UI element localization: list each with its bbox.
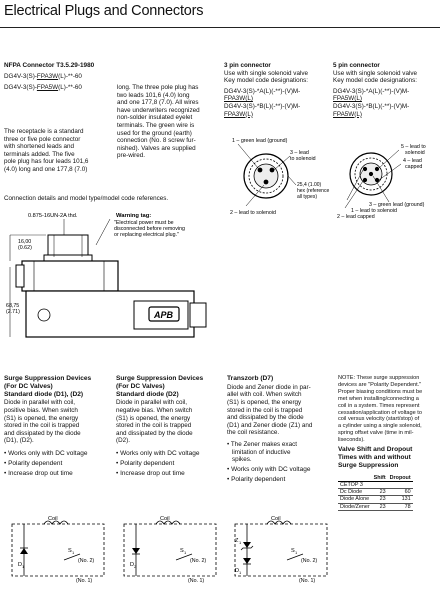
solenoid-housing (22, 261, 118, 291)
pin-5 (375, 167, 379, 171)
svg-text:(No. 1): (No. 1) (188, 578, 205, 584)
svg-text:all types): all types) (297, 194, 318, 200)
svg-text:hex (reference: hex (reference (297, 188, 330, 194)
pin3-text: 3 pin connector Use with single solenoid valve Key model code designations: DG4V-3(S)-*A(L)(-**)-(V)M- FPA3W(L) DG4V-3(S)-*B(L)(-**)-(V)M- FPA3W(L) (224, 62, 309, 118)
dropout-table-title: Valve Shift and Dropout Times with and without Surge Suppression (338, 446, 413, 469)
svg-text:S: S (291, 548, 295, 554)
connection-caption: Connection details and model type/model code references. (4, 195, 169, 202)
table-row: CETOP 3 (338, 481, 413, 488)
table-row: Diode Alone 23 131 (340, 496, 411, 503)
svg-text:D: D (235, 568, 240, 574)
svg-text:D: D (130, 562, 135, 568)
svg-text:(No. 2): (No. 2) (190, 558, 207, 564)
svg-text:2: 2 (134, 564, 137, 569)
pin-3 (270, 168, 275, 173)
table-row: Dc Diode 23 60 (340, 489, 411, 496)
nfpa-heading: NFPA Connector T3.5.29-1980 (4, 62, 95, 69)
svg-text:2 – lead capped: 2 – lead capped (337, 214, 375, 220)
note-section: NOTE: These surge suppression devices are "Polarity Dependent." Proper biasing conditions must be met when installing/connecting a coil in a system. Times represent cessation/application of voltage to coil versus velocity (start/stop) of a cylinder using a single solenoid, spring offset valve (time in mil- liseconds). Valve Shift and Dropout Times with and without Surge Suppression Shift Dropout CETOP 3 Dc Diode 23 60 Diode Alone 23 131 Diode/Zener 23 78 (338, 375, 438, 511)
svg-text:S: S (180, 548, 184, 554)
pin5-text: 5 pin connector Use with single solenoid valve Key model code designations: DG4V-3(S)-*A(L)(-**)-(V)M- FPA5W(L) DG4V-3(S)-*B(L)(-**)-(V)M- FPA5W(L) (333, 62, 418, 118)
svg-text:Z: Z (235, 538, 239, 544)
circuit-transzorb-diagram (227, 512, 335, 586)
valve-connection-drawing (4, 205, 220, 365)
svg-text:4 – lead: 4 – lead (403, 158, 422, 164)
title-rule (0, 27, 440, 28)
dropout-table (338, 474, 413, 510)
svg-text:25,4 (1.00): 25,4 (1.00) (297, 182, 322, 188)
page-title: Electrical Plugs and Connectors (4, 3, 204, 19)
svg-text:(No. 2): (No. 2) (301, 558, 318, 564)
pin3-connector-diagram (224, 130, 334, 220)
nfpa-description-right: long. The three pole plug has two leads 101,6 (4.0) long and one 177,8 (7.0). All wires have underwriters recognized non-solder insulated eyelet terminals. The green wire is used for the ground (earth) connection (No. 8 screw fur- nished). Valves are supplied pre-wired. (117, 84, 200, 160)
svg-text:Coil: Coil (271, 516, 281, 522)
pin5-connector-diagram (333, 130, 440, 220)
svg-text:1 – lead to solenoid: 1 – lead to solenoid (351, 208, 397, 214)
diode-d2-symbol (132, 548, 140, 554)
svg-text:(2.71): (2.71) (6, 309, 20, 315)
svg-text:1: 1 (295, 550, 298, 555)
table-row: Diode/Zener 23 78 (340, 503, 411, 510)
svg-text:1: 1 (239, 570, 242, 575)
pin-2 (264, 180, 269, 185)
diode-d1-symbol (243, 558, 251, 564)
zener-z1-symbol (243, 542, 251, 548)
svg-text:to solenoid: to solenoid (290, 156, 316, 162)
nfpa-model-b: DG4V-3(S)-FPA5W(L)-**-60 (4, 84, 82, 91)
svg-text:solenoid: solenoid (405, 150, 425, 156)
svg-text:D: D (18, 562, 23, 568)
svg-text:(0.62): (0.62) (18, 245, 32, 251)
svg-text:or replacing electrical plug.": or replacing electrical plug." (114, 232, 179, 238)
svg-text:APB: APB (154, 310, 174, 320)
dim-16: 16,00 (18, 239, 32, 245)
dim-68: 68,75 (6, 303, 20, 309)
svg-text:(No. 2): (No. 2) (78, 558, 95, 564)
diode-d1-d2-section: Surge Suppression Devices (For DC Valves) Standard diode (D1), (D2) Diode in parallel with coil, positive bias. When switch (S1) is opened, the energy stored in the coil is trapped and dissipated by the diode (D1), (D2). • Works only with DC voltage • Polarity dependent • Increase drop out time (4, 375, 92, 477)
thread-label: 0.875-16UN-2A thd. (28, 213, 78, 219)
svg-text:capped: capped (405, 164, 423, 170)
svg-text:3 – lead: 3 – lead (290, 150, 309, 156)
warning-tag-title: Warning tag: (116, 213, 152, 219)
svg-text:1: 1 (239, 540, 242, 545)
pin3-green-label: 1 – green lead (ground) (232, 138, 288, 144)
circuit-d2-diagram (116, 512, 224, 586)
svg-text:1: 1 (184, 550, 187, 555)
circuit-d1-diagram (4, 512, 112, 586)
nfpa-model-a: DG4V-3(S)-FPA3W(L)-**-60 (4, 73, 82, 80)
svg-text:1: 1 (72, 550, 75, 555)
pin-2 (363, 178, 367, 182)
svg-text:(No. 1): (No. 1) (76, 578, 93, 584)
pin-1 (363, 167, 367, 171)
svg-text:"Electrical power must be: "Electrical power must be (114, 220, 174, 226)
svg-text:Coil: Coil (48, 516, 58, 522)
svg-text:5 – lead to: 5 – lead to (401, 144, 426, 150)
transzorb-section: Transzorb (D7) Diode and Zener diode in par- allel with coil. When switch (S1) is opened, the energy stored in the coil is trapped and dissipated by the diode (D1) and Zener diode (Z1) and the coil resistance. • The Zener makes exact limitation of inductive spikes. • Works only with DC voltage • Polarity dependent (227, 375, 313, 483)
pin-3 (369, 172, 373, 176)
table-header-row: Shift Dropout (338, 474, 413, 481)
svg-text:Coil: Coil (160, 516, 170, 522)
svg-text:S: S (68, 548, 72, 554)
diode-d2-section: Surge Suppression Devices (For DC Valves) Standard diode (D2) Diode in parallel with coil, negative bias. When switch (S1) is opened, the energy stored in the coil is trapped and dissipated by the diode (D2). • Works only with DC voltage • Polarity dependent • Increase drop out time (116, 375, 204, 477)
svg-text:(No. 1): (No. 1) (299, 578, 316, 584)
nfpa-description-left: The receptacle is a standard three or five pole connector with shortened leads and terminals added. The five pole plug has four leads 101,6 (4.0) long and one 177,8 (7.0) (4, 128, 89, 173)
svg-text:1: 1 (22, 564, 25, 569)
svg-text:3 – green lead (ground): 3 – green lead (ground) (369, 202, 425, 208)
svg-text:2 – lead to solenoid: 2 – lead to solenoid (230, 210, 276, 216)
pin-1 (258, 168, 263, 173)
svg-text:disconnected before removing: disconnected before removing (114, 226, 185, 232)
diode-d1-symbol (20, 548, 28, 554)
